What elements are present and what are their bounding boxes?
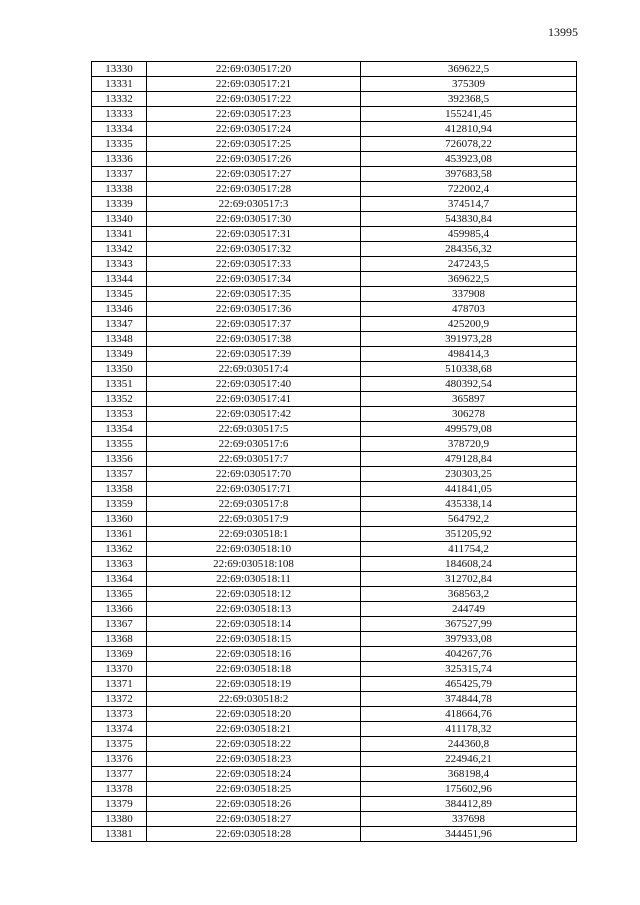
row-number-cell: 13380 (92, 812, 147, 827)
value-cell: 306278 (361, 407, 577, 422)
value-cell: 312702,84 (361, 572, 577, 587)
row-number-cell: 13349 (92, 347, 147, 362)
value-cell: 374514,7 (361, 197, 577, 212)
table-row (92, 512, 577, 527)
cadastral-number-cell: 22:69:030517:23 (147, 107, 361, 122)
row-number-cell: 13362 (92, 542, 147, 557)
value-cell: 374844,78 (361, 692, 577, 707)
cadastral-number-cell: 22:69:030518:22 (147, 737, 361, 752)
value-cell: 435338,14 (361, 497, 577, 512)
row-number-cell: 13369 (92, 647, 147, 662)
value-cell: 397683,58 (361, 167, 577, 182)
value-cell: 375309 (361, 77, 577, 92)
row-number-cell: 13377 (92, 767, 147, 782)
row-number-cell: 13336 (92, 152, 147, 167)
row-number-cell: 13378 (92, 782, 147, 797)
value-cell: 369622,5 (361, 272, 577, 287)
value-cell: 411178,32 (361, 722, 577, 737)
value-cell: 722002,4 (361, 182, 577, 197)
table-row (92, 422, 577, 437)
cadastral-number-cell: 22:69:030518:25 (147, 782, 361, 797)
cadastral-number-cell: 22:69:030518:26 (147, 797, 361, 812)
row-number-cell: 13354 (92, 422, 147, 437)
row-number-cell: 13350 (92, 362, 147, 377)
table-row (92, 362, 577, 377)
table-row (92, 482, 577, 497)
table-row (92, 197, 577, 212)
value-cell: 404267,76 (361, 647, 577, 662)
value-cell: 441841,05 (361, 482, 577, 497)
table-row (92, 542, 577, 557)
table-row (92, 452, 577, 467)
row-number-cell: 13368 (92, 632, 147, 647)
value-cell: 344451,96 (361, 827, 577, 842)
table-row (92, 632, 577, 647)
table-row (92, 602, 577, 617)
value-cell: 564792,2 (361, 512, 577, 527)
cadastral-number-cell: 22:69:030517:22 (147, 92, 361, 107)
table-row (92, 167, 577, 182)
cadastral-number-cell: 22:69:030517:26 (147, 152, 361, 167)
table-row (92, 662, 577, 677)
table-row (92, 272, 577, 287)
cadastral-number-cell: 22:69:030517:36 (147, 302, 361, 317)
table-row (92, 317, 577, 332)
cadastral-number-cell: 22:69:030517:21 (147, 77, 361, 92)
table-row (92, 332, 577, 347)
cadastral-number-cell: 22:69:030518:108 (147, 557, 361, 572)
value-cell: 351205,92 (361, 527, 577, 542)
table-row (92, 242, 577, 257)
cadastral-number-cell: 22:69:030517:70 (147, 467, 361, 482)
cadastral-number-cell: 22:69:030518:1 (147, 527, 361, 542)
cadastral-number-cell: 22:69:030517:39 (147, 347, 361, 362)
row-number-cell: 13348 (92, 332, 147, 347)
value-cell: 411754,2 (361, 542, 577, 557)
row-number-cell: 13342 (92, 242, 147, 257)
row-number-cell: 13334 (92, 122, 147, 137)
cadastral-number-cell: 22:69:030518:16 (147, 647, 361, 662)
value-cell: 378720,9 (361, 437, 577, 452)
value-cell: 391973,28 (361, 332, 577, 347)
table-row (92, 92, 577, 107)
cadastral-number-cell: 22:69:030517:71 (147, 482, 361, 497)
value-cell: 247243,5 (361, 257, 577, 272)
cadastral-number-cell: 22:69:030518:28 (147, 827, 361, 842)
cadastral-value-table (91, 61, 577, 842)
cadastral-number-cell: 22:69:030518:12 (147, 587, 361, 602)
cadastral-number-cell: 22:69:030517:38 (147, 332, 361, 347)
value-cell: 498414,3 (361, 347, 577, 362)
table-row (92, 62, 577, 77)
row-number-cell: 13358 (92, 482, 147, 497)
row-number-cell: 13376 (92, 752, 147, 767)
cadastral-number-cell: 22:69:030517:24 (147, 122, 361, 137)
cadastral-number-cell: 22:69:030518:10 (147, 542, 361, 557)
table-row (92, 122, 577, 137)
table-row (92, 572, 577, 587)
table-row (92, 182, 577, 197)
row-number-cell: 13366 (92, 602, 147, 617)
table-row (92, 737, 577, 752)
table-row (92, 137, 577, 152)
cadastral-number-cell: 22:69:030517:8 (147, 497, 361, 512)
cadastral-number-cell: 22:69:030517:7 (147, 452, 361, 467)
cadastral-number-cell: 22:69:030518:2 (147, 692, 361, 707)
value-cell: 726078,22 (361, 137, 577, 152)
value-cell: 499579,08 (361, 422, 577, 437)
value-cell: 459985,4 (361, 227, 577, 242)
row-number-cell: 13335 (92, 137, 147, 152)
cadastral-number-cell: 22:69:030517:41 (147, 392, 361, 407)
value-cell: 284356,32 (361, 242, 577, 257)
row-number-cell: 13370 (92, 662, 147, 677)
value-cell: 244749 (361, 602, 577, 617)
row-number-cell: 13381 (92, 827, 147, 842)
cadastral-number-cell: 22:69:030517:25 (147, 137, 361, 152)
value-cell: 184608,24 (361, 557, 577, 572)
value-cell: 397933,08 (361, 632, 577, 647)
cadastral-number-cell: 22:69:030517:28 (147, 182, 361, 197)
table-row (92, 707, 577, 722)
table-row (92, 77, 577, 92)
cadastral-number-cell: 22:69:030517:20 (147, 62, 361, 77)
row-number-cell: 13359 (92, 497, 147, 512)
table-row (92, 752, 577, 767)
cadastral-number-cell: 22:69:030517:4 (147, 362, 361, 377)
row-number-cell: 13356 (92, 452, 147, 467)
row-number-cell: 13373 (92, 707, 147, 722)
table-row (92, 527, 577, 542)
value-cell: 510338,68 (361, 362, 577, 377)
value-cell: 392368,5 (361, 92, 577, 107)
row-number-cell: 13367 (92, 617, 147, 632)
cadastral-number-cell: 22:69:030517:31 (147, 227, 361, 242)
cadastral-number-cell: 22:69:030518:14 (147, 617, 361, 632)
row-number-cell: 13365 (92, 587, 147, 602)
row-number-cell: 13353 (92, 407, 147, 422)
table-row (92, 257, 577, 272)
table-row (92, 287, 577, 302)
row-number-cell: 13363 (92, 557, 147, 572)
cadastral-number-cell: 22:69:030517:30 (147, 212, 361, 227)
row-number-cell: 13360 (92, 512, 147, 527)
value-cell: 384412,89 (361, 797, 577, 812)
value-cell: 418664,76 (361, 707, 577, 722)
cadastral-number-cell: 22:69:030517:6 (147, 437, 361, 452)
table-row (92, 557, 577, 572)
cadastral-number-cell: 22:69:030517:9 (147, 512, 361, 527)
table-row (92, 302, 577, 317)
row-number-cell: 13352 (92, 392, 147, 407)
table-row (92, 587, 577, 602)
table-row (92, 797, 577, 812)
row-number-cell: 13375 (92, 737, 147, 752)
table-row (92, 437, 577, 452)
table-row (92, 827, 577, 842)
row-number-cell: 13339 (92, 197, 147, 212)
cadastral-number-cell: 22:69:030518:13 (147, 602, 361, 617)
table-row (92, 467, 577, 482)
value-cell: 480392,54 (361, 377, 577, 392)
row-number-cell: 13331 (92, 77, 147, 92)
cadastral-number-cell: 22:69:030517:40 (147, 377, 361, 392)
cadastral-number-cell: 22:69:030517:35 (147, 287, 361, 302)
value-cell: 175602,96 (361, 782, 577, 797)
row-number-cell: 13333 (92, 107, 147, 122)
cadastral-number-cell: 22:69:030517:3 (147, 197, 361, 212)
row-number-cell: 13330 (92, 62, 147, 77)
table-row (92, 767, 577, 782)
table-row (92, 227, 577, 242)
table-row (92, 722, 577, 737)
cadastral-number-cell: 22:69:030518:19 (147, 677, 361, 692)
value-cell: 155241,45 (361, 107, 577, 122)
row-number-cell: 13337 (92, 167, 147, 182)
row-number-cell: 13372 (92, 692, 147, 707)
row-number-cell: 13361 (92, 527, 147, 542)
cadastral-number-cell: 22:69:030517:33 (147, 257, 361, 272)
cadastral-number-cell: 22:69:030517:34 (147, 272, 361, 287)
value-cell: 478703 (361, 302, 577, 317)
value-cell: 365897 (361, 392, 577, 407)
cadastral-number-cell: 22:69:030518:23 (147, 752, 361, 767)
table-row (92, 212, 577, 227)
cadastral-number-cell: 22:69:030517:27 (147, 167, 361, 182)
value-cell: 224946,21 (361, 752, 577, 767)
value-cell: 244360,8 (361, 737, 577, 752)
cadastral-number-cell: 22:69:030518:24 (147, 767, 361, 782)
table-row (92, 497, 577, 512)
row-number-cell: 13364 (92, 572, 147, 587)
value-cell: 368563,2 (361, 587, 577, 602)
row-number-cell: 13351 (92, 377, 147, 392)
cadastral-number-cell: 22:69:030518:11 (147, 572, 361, 587)
cadastral-number-cell: 22:69:030518:27 (147, 812, 361, 827)
value-cell: 367527,99 (361, 617, 577, 632)
value-cell: 453923,08 (361, 152, 577, 167)
table-row (92, 617, 577, 632)
cadastral-number-cell: 22:69:030517:5 (147, 422, 361, 437)
value-cell: 337698 (361, 812, 577, 827)
value-cell: 337908 (361, 287, 577, 302)
cadastral-number-cell: 22:69:030518:15 (147, 632, 361, 647)
value-cell: 325315,74 (361, 662, 577, 677)
table-row (92, 392, 577, 407)
value-cell: 230303,25 (361, 467, 577, 482)
table-row (92, 347, 577, 362)
cadastral-number-cell: 22:69:030517:37 (147, 317, 361, 332)
table-row (92, 152, 577, 167)
value-cell: 543830,84 (361, 212, 577, 227)
table-row (92, 782, 577, 797)
table-row (92, 377, 577, 392)
table-row (92, 647, 577, 662)
row-number-cell: 13357 (92, 467, 147, 482)
value-cell: 412810,94 (361, 122, 577, 137)
page-number: 13995 (548, 25, 578, 39)
table-body (92, 62, 577, 842)
row-number-cell: 13341 (92, 227, 147, 242)
row-number-cell: 13346 (92, 302, 147, 317)
row-number-cell: 13332 (92, 92, 147, 107)
table-row (92, 407, 577, 422)
table-row (92, 812, 577, 827)
value-cell: 369622,5 (361, 62, 577, 77)
value-cell: 425200,9 (361, 317, 577, 332)
value-cell: 465425,79 (361, 677, 577, 692)
row-number-cell: 13371 (92, 677, 147, 692)
row-number-cell: 13338 (92, 182, 147, 197)
table-row (92, 107, 577, 122)
table-row (92, 692, 577, 707)
cadastral-number-cell: 22:69:030518:20 (147, 707, 361, 722)
row-number-cell: 13343 (92, 257, 147, 272)
row-number-cell: 13345 (92, 287, 147, 302)
cadastral-number-cell: 22:69:030518:21 (147, 722, 361, 737)
row-number-cell: 13379 (92, 797, 147, 812)
table-row (92, 677, 577, 692)
row-number-cell: 13340 (92, 212, 147, 227)
cadastral-number-cell: 22:69:030517:32 (147, 242, 361, 257)
cadastral-number-cell: 22:69:030517:42 (147, 407, 361, 422)
row-number-cell: 13374 (92, 722, 147, 737)
value-cell: 479128,84 (361, 452, 577, 467)
value-cell: 368198,4 (361, 767, 577, 782)
row-number-cell: 13355 (92, 437, 147, 452)
row-number-cell: 13347 (92, 317, 147, 332)
row-number-cell: 13344 (92, 272, 147, 287)
cadastral-number-cell: 22:69:030518:18 (147, 662, 361, 677)
